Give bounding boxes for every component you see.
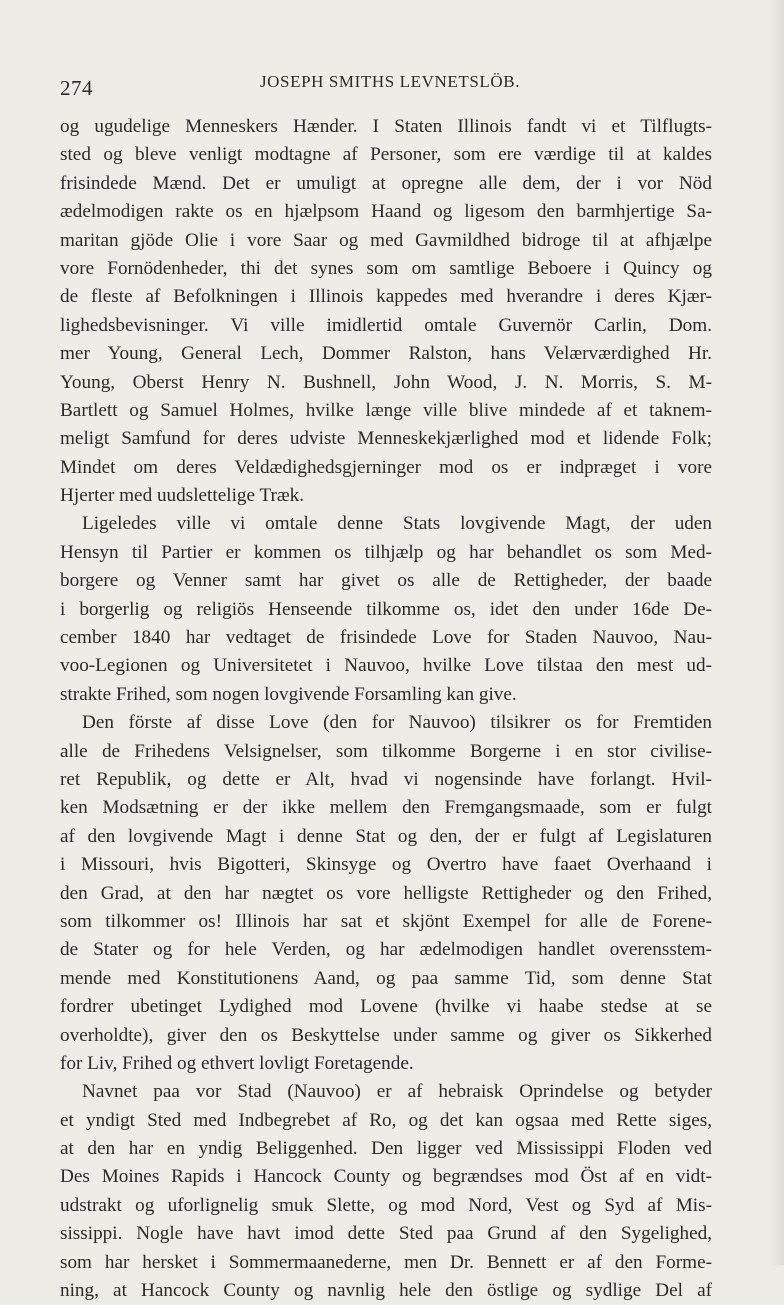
text-line: Young, Oberst Henry N. Bushnell, John Wood, J. N. Morris, S. M- [60, 371, 712, 393]
text-line: alle de Frihedens Velsignelser, som tilkomme Borgerne i en stor civilise- [60, 740, 712, 762]
text-line: og ugudelige Menneskers Hænder. I Staten Illinois fandt vi et Tilflugts- [60, 116, 712, 137]
text-line: Hjerter med uudslettelige Træk. [60, 485, 305, 507]
text-line: at den har en yndig Beliggenhed. Den ligger ved Mississippi Floden ved [60, 1138, 712, 1160]
page-number: 274 [60, 76, 93, 100]
text-line: et yndigt Sted med Indbegrebet af Ro, og det kan ogsaa med Rette siges, [60, 1109, 712, 1131]
text-line: Bartlett og Samuel Holmes, hvilke længe ville blive mindede af et taknem- [60, 399, 712, 421]
text-line: de Stater og for hele Verden, og har ædelmodigen handlet overensstem- [60, 939, 712, 961]
page-header [60, 66, 720, 100]
text-line: i borgerlig og religiös Henseende tilkomme os, idet den under 16de De- [60, 598, 712, 620]
text-line: lighedsbevisninger. Vi ville imidlertid omtale Guvernör Carlin, Dom. [60, 314, 712, 336]
text-line: som har hersket i Sommermaanederne, men Dr. Bennett er af den Forme- [60, 1251, 712, 1273]
text-line: i Missouri, hvis Bigotteri, Skinsyge og Overtro have faaet Overhaand i [60, 854, 712, 876]
text-line: ædelmodigen rakte os en hjælpsom Haand og ligesom den barmhjertige Sa- [60, 201, 712, 223]
text-line: overholdte), giver den os Beskyttelse under samme og giver os Sikkerhed [60, 1024, 712, 1046]
text-line: ning, at Hancock County og navnlig hele den östlige og sydlige Del af [60, 1280, 712, 1302]
running-title: JOSEPH SMITHS LEVNETSLÖB. [259, 72, 521, 91]
text-line: cember 1840 har vedtaget de frisindede Love for Staden Nauvoo, Nau- [60, 627, 712, 649]
text-line: maritan gjöde Olie i vore Saar og med Gavmildhed bidroge til at afhjælpe [60, 229, 712, 251]
text-line: Ligeledes ville vi omtale denne Stats lovgivende Magt, der uden [82, 513, 712, 535]
text-line: den Grad, at den har nægtet os vore helligste Rettigheder og den Frihed, [60, 882, 712, 904]
text-line: vore Fornödenheder, thi det synes som om samtlige Beboere i Quincy og [60, 257, 712, 279]
text-line: for Liv, Frihed og ethvert lovligt Foretagende. [60, 1052, 414, 1074]
text-line: af den lovgivende Magt i denne Stat og den, der er fulgt af Legislaturen [60, 825, 712, 847]
body-text [60, 113, 712, 1305]
text-line: meligt Samfund for deres udviste Menneskekjærlighed mod et lidende Folk; [60, 428, 712, 450]
text-line: Hensyn til Partier er kommen os tilhjælp og har behandlet os som Med- [60, 541, 712, 563]
text-line: Navnet paa vor Stad (Nauvoo) er af hebraisk Oprindelse og betyder [82, 1081, 712, 1103]
text-line: udstrakt og uforlignelig smuk Slette, og mod Nord, Vest og Syd af Mis- [60, 1194, 712, 1216]
text-line: strakte Frihed, som nogen lovgivende Forsamling kan give. [60, 683, 517, 705]
text-line: sted og bleve venligt modtagne af Personer, som ere værdige til at kaldes [60, 144, 712, 166]
text-line: Des Moines Rapids i Hancock County og begrændses mod Öst af en vidt- [60, 1166, 712, 1188]
text-line: Den förste af disse Love (den for Nauvoo) tilsikrer os for Fremtiden [82, 712, 712, 734]
text-line: Mindet om deres Veldædighedsgjerninger mod os er indpræget i vore [60, 456, 712, 478]
text-line: de fleste af Befolkningen i Illinois kappedes med hverandre i deres Kjær- [60, 286, 712, 308]
text-line: frisindede Mænd. Det er umuligt at opregne alle dem, der i vor Nöd [60, 172, 712, 194]
text-line: borgere og Venner samt har givet os alle de Rettigheder, der baade [60, 570, 712, 592]
text-line: voo-Legionen og Universitetet i Nauvoo, hvilke Love tilstaa den mest ud- [60, 655, 712, 677]
text-line: som tilkommer os! Illinois har sat et skjönt Exempel for alle de Forene- [60, 910, 712, 932]
text-line: ret Republik, og dette er Alt, hvad vi nogensinde have forlangt. Hvil- [60, 768, 712, 790]
text-line: mer Young, General Lech, Dommer Ralston, hans Velærværdighed Hr. [60, 343, 712, 365]
text-line: mende med Konstitutionens Aand, og paa samme Tid, som denne Stat [60, 967, 712, 989]
page-edge-shadow [770, 0, 784, 1265]
text-line: sissippi. Nogle have havt imod dette Sted paa Grund af den Sygelighed, [60, 1223, 712, 1245]
text-line: ken Modsætning er der ikke mellem den Fremgangsmaade, som er fulgt [60, 797, 712, 819]
text-line: fordrer ubetinget Lydighed mod Lovene (hvilke vi haabe stedse at se [60, 996, 712, 1018]
